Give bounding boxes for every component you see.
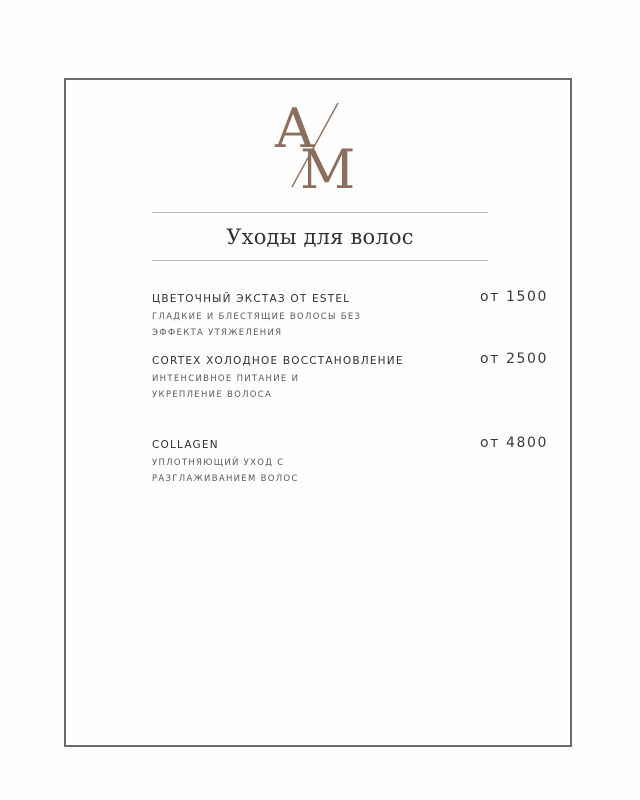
service-description: ИНТЕНСИВНОЕ ПИТАНИЕ И УКРЕПЛЕНИЕ ВОЛОСА bbox=[152, 374, 300, 400]
service-price: от 1500 bbox=[480, 289, 548, 305]
service-item bbox=[152, 351, 552, 403]
service-item bbox=[152, 289, 552, 341]
logo-letter-a: A bbox=[275, 97, 314, 160]
service-name: ЦВЕТОЧНЫЙ ЭКСТАЗ ОТ ESTEL bbox=[152, 293, 351, 305]
service-name: CORTEX ХОЛОДНОЕ ВОССТАНОВЛЕНИЕ bbox=[152, 355, 404, 367]
service-description: ГЛАДКИЕ И БЛЕСТЯЩИЕ ВОЛОСЫ БЕЗ ЭФФЕКТА УТЯЖЕЛЕНИЯ bbox=[152, 312, 362, 338]
monogram-logo bbox=[270, 95, 370, 195]
title-divider-bottom bbox=[152, 260, 488, 261]
page-title: Уходы для волос bbox=[226, 225, 414, 249]
title-divider-top bbox=[152, 212, 488, 213]
logo-letter-m: M bbox=[300, 138, 356, 195]
service-price: от 4800 bbox=[480, 435, 548, 451]
service-name: COLLAGEN bbox=[152, 439, 219, 451]
service-price: от 2500 bbox=[480, 351, 548, 367]
service-description: УПЛОТНЯЮЩИЙ УХОД С РАЗГЛАЖИВАНИЕМ ВОЛОС bbox=[152, 458, 299, 484]
service-item bbox=[152, 435, 552, 487]
